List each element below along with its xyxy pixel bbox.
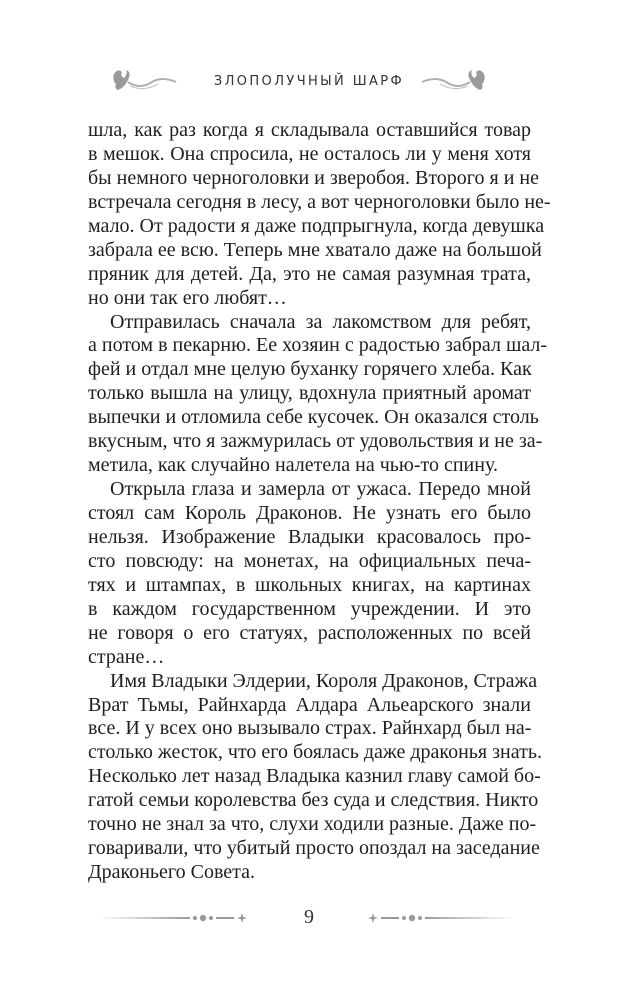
text-line: Несколько лет назад Владыка казнил главу самой бо- (88, 765, 541, 788)
text-line: шла, как раз когда я складывала оставшийся товар (88, 119, 531, 141)
text-line: но они так его любят… (88, 286, 287, 309)
body-text (88, 119, 551, 885)
text-line: тях и штампах, в школьных книгах, на картинах (88, 573, 531, 596)
text-line: Имя Владыки Элдерии, Короля Драконов, Стража (110, 669, 538, 692)
text-line: в каждом государственном учреждении. И это (88, 597, 531, 620)
text-line: пряник для детей. Да, это не самая разумная трата, (88, 262, 531, 285)
text-line: вкусным, что я зажмурилась от удовольствия и не за- (88, 430, 543, 453)
text-line: Врат Тьмы, Райнхарда Алдара Альеарского знали (88, 693, 531, 716)
text-line: а потом в пекарню. Ее хозяин с радостью забрал шал- (88, 334, 548, 357)
text-line: только вышла на улицу, вдохнула приятный аромат (88, 382, 531, 405)
running-title: ЗЛОПОЛУЧНЫЙ ШАРФ (213, 74, 405, 89)
text-line: забрала ее всю. Теперь мне хватало даже на большой (88, 238, 542, 261)
text-line: выпечки и отломила себе кусочек. Он оказался столь (88, 406, 539, 429)
text-line: гатой семьи королевства без суда и следствия. Никто (88, 789, 539, 812)
text-line: в мешок. Она спросила, не осталось ли у меня хотя (88, 142, 531, 165)
paragraph (88, 310, 548, 479)
text-line: Отправилась сначала за лакомством для ребят, (110, 310, 531, 333)
paragraph (88, 119, 551, 311)
text-line: точно не знал за что, слухи ходили разные. Даже по- (88, 813, 537, 836)
paragraph (88, 669, 542, 885)
text-line: все. И у всех оно вызывало страх. Райнхард был на- (88, 717, 532, 740)
right-divider-ornament (365, 910, 515, 926)
text-line: не говоря о его статуях, расположенных по всей (88, 621, 531, 644)
text-line: нельзя. Изображение Владыки красовалось про- (88, 525, 531, 548)
text-line: стоял сам Король Драконов. Не узнать его было (88, 502, 531, 524)
text-line: мало. От радости я даже подпрыгнула, когда девушка (88, 214, 545, 237)
right-flourish-ornament (418, 66, 488, 96)
text-line: стране… (88, 645, 165, 668)
running-header (0, 66, 618, 96)
text-line: метила, как случайно налетела на чью-то спину. (88, 454, 498, 477)
text-line: столько жесток, что его боялась даже драконья знать. (88, 741, 542, 764)
text-line: Открыла глаза и замерла от ужаса. Передо мной (110, 478, 531, 501)
page-footer (0, 906, 618, 930)
text-line: встречала сегодня в лесу, а вот черноголовки было не- (88, 190, 551, 213)
text-line: фей и отдал мне целую буханку горячего хлеба. Как (88, 358, 532, 381)
text-line: говаривали, что убитый просто опоздал на заседание (88, 837, 540, 860)
text-line: сто повсюду: на монетах, на официальных печа- (88, 549, 531, 572)
paragraph (88, 478, 531, 670)
text-line: Драконьего Совета. (88, 861, 256, 884)
page-number: 9 (304, 906, 314, 928)
text-line: бы немного черноголовки и зверобоя. Второго я и не (88, 166, 539, 189)
